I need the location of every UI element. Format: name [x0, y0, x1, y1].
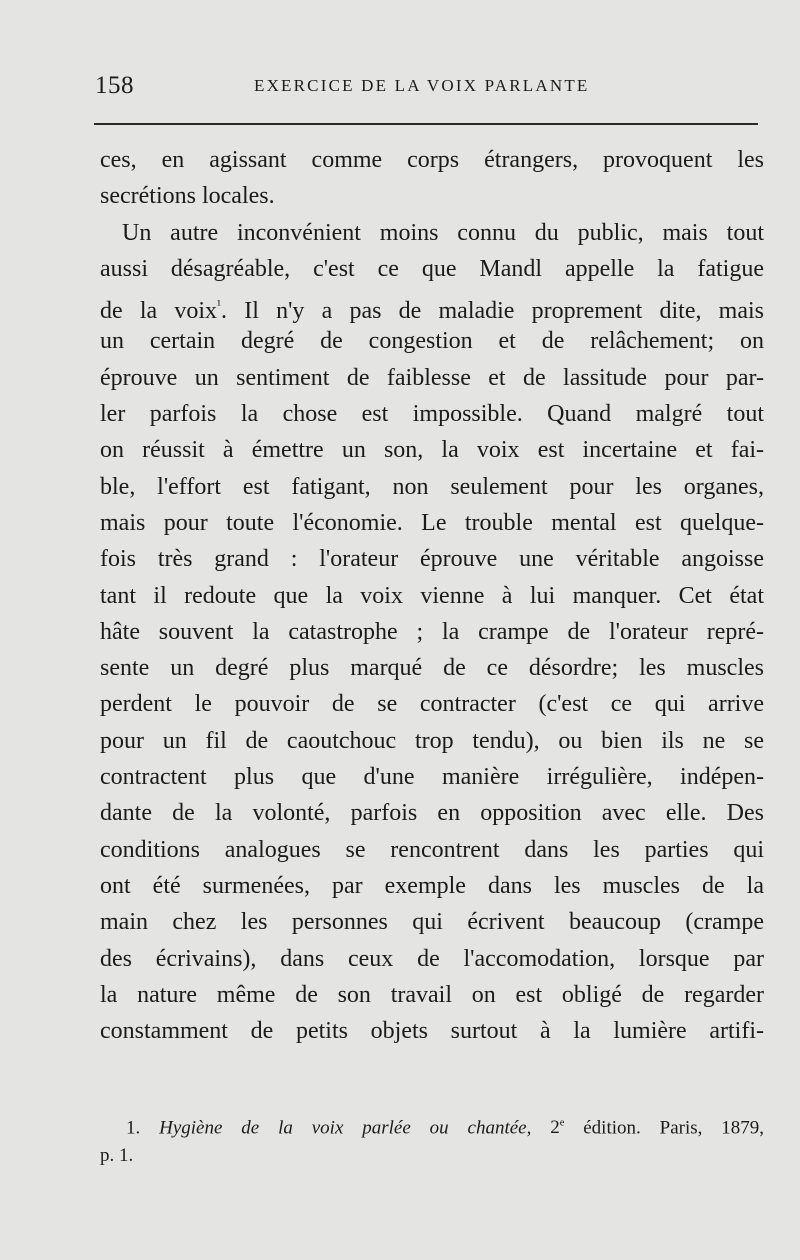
text-line: aussi désagréable, c'est ce que Mandl appelle la fatigue — [100, 255, 764, 282]
text-line: sente un degré plus marqué de ce désordre; les muscles — [100, 655, 764, 682]
footnote-line: p. 1. — [100, 1145, 134, 1166]
footnote-line — [100, 1108, 764, 1140]
text-line: contractent plus que d'une manière irrégulière, indépen- — [100, 764, 764, 791]
page-number: 158 — [95, 72, 134, 99]
text-line: main chez les personnes qui écrivent beaucoup (crampe — [100, 909, 764, 936]
text-line: fois très grand : l'orateur éprouve une véritable angoisse — [100, 546, 764, 573]
text-line: conditions analogues se rencontrent dans les parties qui — [100, 836, 764, 863]
footnote-edition-rest: édition. Paris, 1879, — [583, 1117, 765, 1139]
text-line: perdent le pouvoir de se contracter (c'est ce qui arrive — [100, 691, 764, 718]
text-line: dante de la volonté, parfois en opposition avec elle. Des — [100, 800, 764, 827]
text-line: Un autre inconvénient moins connu du public, mais tout — [122, 219, 764, 246]
text-line: ble, l'effort est fatigant, non seulement pour les organes, — [100, 473, 764, 500]
text-line: tant il redoute que la voix vienne à lui manquer. Cet état — [100, 582, 764, 609]
footnote-citation-title: Hygiène de la voix parlée ou chantée, — [159, 1117, 532, 1139]
footnote-number: 1. — [126, 1117, 141, 1139]
edition-number: 2 — [550, 1117, 560, 1139]
text-line: ont été surmenées, par exemple dans les muscles de la — [100, 872, 764, 899]
text-line: éprouve un sentiment de faiblesse et de lassitude pour par- — [100, 364, 764, 391]
text-line: hâte souvent la catastrophe ; la crampe de l'orateur repré- — [100, 618, 764, 645]
text-line: ler parfois la chose est impossible. Quand malgré tout — [100, 401, 764, 428]
text-line: mais pour toute l'économie. Le trouble mental est quelque- — [100, 509, 764, 536]
edition-superscript: e — [559, 1118, 565, 1129]
text-line: des écrivains), dans ceux de l'accomodation, lorsque par — [100, 945, 764, 972]
text-line: on réussit à émettre un son, la voix est incertaine et fai- — [100, 437, 764, 464]
text-line: ces, en agissant comme corps étrangers, provoquent les — [100, 147, 764, 173]
footnote-edition — [550, 1117, 564, 1138]
text-line: pour un fil de caoutchouc trop tendu), ou bien ils ne se — [100, 727, 764, 754]
text-line: un certain degré de congestion et de relâchement; on — [100, 328, 764, 355]
header-rule — [94, 123, 758, 125]
text-line: constamment de petits objets surtout à la lumière artifi- — [100, 1018, 764, 1045]
running-title: EXERCICE DE LA VOIX PARLANTE — [254, 76, 590, 95]
text-line: la nature même de son travail on est obligé de regarder — [100, 981, 764, 1008]
text-segment: . Il n'y a pas de maladie proprement dite, mais — [221, 298, 764, 324]
footnote — [100, 1108, 764, 1172]
footnote-marker: ¹ — [217, 297, 222, 313]
body-text — [100, 142, 764, 1049]
page-header — [0, 72, 800, 106]
text-line: secrétions locales. — [100, 183, 275, 210]
text-line — [100, 287, 764, 323]
text-segment: de la voix — [100, 298, 218, 324]
